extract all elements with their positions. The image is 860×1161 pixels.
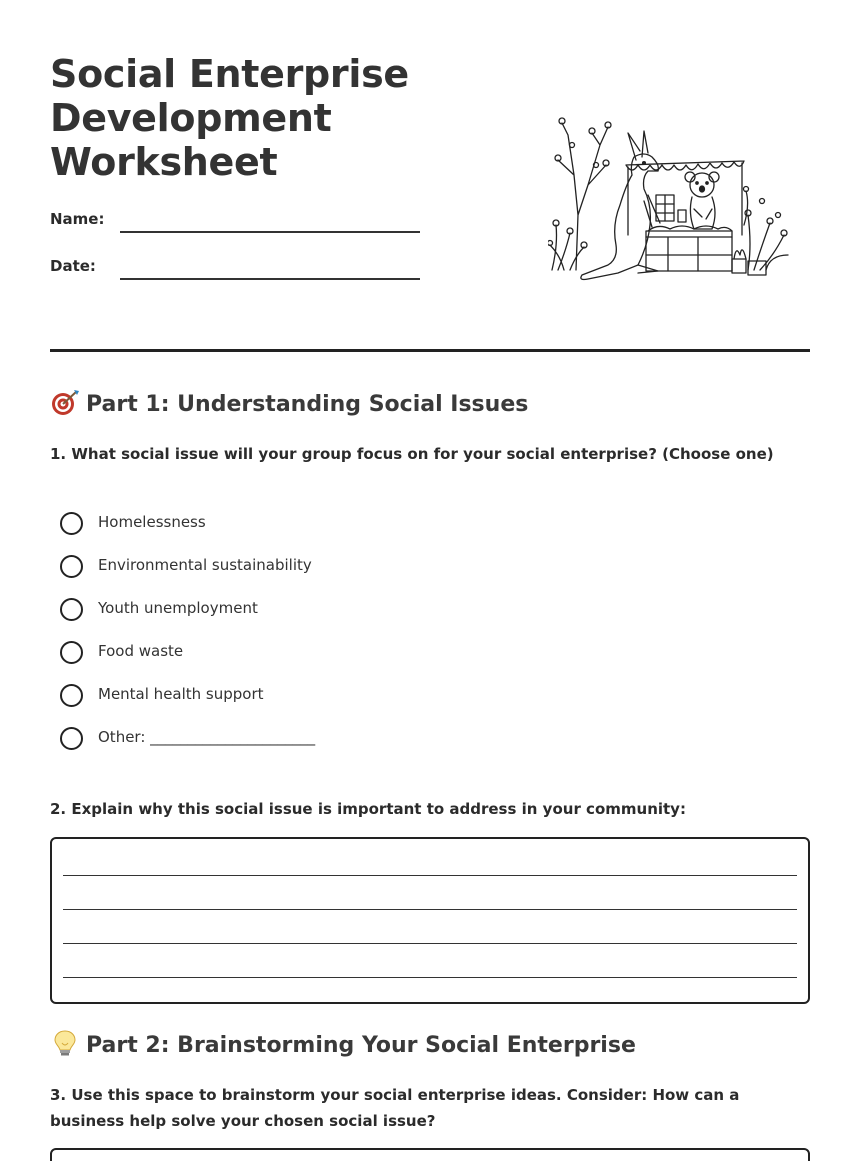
radio-button[interactable] bbox=[60, 727, 83, 750]
option-youth-unemployment[interactable] bbox=[60, 597, 460, 621]
question-3: 3. Use this space to brainstorm your social enterprise ideas. Consider: How can a business help solve your chosen social issue? bbox=[50, 1086, 740, 1130]
target-icon bbox=[50, 388, 80, 416]
name-label: Name: bbox=[50, 210, 105, 228]
answer-line bbox=[63, 943, 797, 944]
option-label: Youth unemployment bbox=[98, 599, 258, 617]
name-input-line[interactable] bbox=[120, 231, 420, 233]
option-environmental-sustainability[interactable] bbox=[60, 554, 460, 578]
answer-line bbox=[63, 875, 797, 876]
option-other[interactable] bbox=[60, 726, 460, 750]
radio-button[interactable] bbox=[60, 641, 83, 664]
date-field[interactable] bbox=[50, 257, 420, 287]
radio-button[interactable] bbox=[60, 598, 83, 621]
option-label: Food waste bbox=[98, 642, 184, 660]
part2-heading-text: Part 2: Brainstorming Your Social Enterprise bbox=[86, 1033, 636, 1058]
option-label: Environmental sustainability bbox=[98, 556, 312, 574]
section-divider bbox=[50, 349, 810, 352]
option-label: Homelessness bbox=[98, 513, 206, 531]
date-label: Date: bbox=[50, 257, 96, 275]
title-line-1: Social Enterprise bbox=[50, 52, 409, 96]
radio-button[interactable] bbox=[60, 512, 83, 535]
part1-heading-text: Part 1: Understanding Social Issues bbox=[86, 392, 529, 417]
date-input-line[interactable] bbox=[120, 278, 420, 280]
answer-line bbox=[63, 977, 797, 978]
page-title bbox=[50, 52, 490, 184]
title-line-2: Development bbox=[50, 96, 332, 140]
part1-heading bbox=[50, 388, 528, 417]
kangaroo-koala-market-illustration bbox=[548, 105, 794, 285]
part2-heading bbox=[50, 1029, 636, 1058]
radio-button[interactable] bbox=[60, 555, 83, 578]
question-2: 2. Explain why this social issue is important to address in your community: bbox=[50, 800, 686, 818]
lightbulb-icon bbox=[50, 1029, 80, 1057]
option-label: Other: ______________________ bbox=[98, 728, 316, 746]
answer-box-q3[interactable] bbox=[50, 1148, 810, 1161]
option-homelessness[interactable] bbox=[60, 511, 460, 535]
option-mental-health-support[interactable] bbox=[60, 683, 460, 707]
name-field[interactable] bbox=[50, 210, 420, 240]
question-1: 1. What social issue will your group focus on for your social enterprise? (Choose one) bbox=[50, 445, 774, 463]
radio-button[interactable] bbox=[60, 684, 83, 707]
answer-line bbox=[63, 909, 797, 910]
title-line-3: Worksheet bbox=[50, 140, 278, 184]
option-label: Mental health support bbox=[98, 685, 264, 703]
option-food-waste[interactable] bbox=[60, 640, 460, 664]
answer-box-q2[interactable] bbox=[50, 837, 810, 1004]
